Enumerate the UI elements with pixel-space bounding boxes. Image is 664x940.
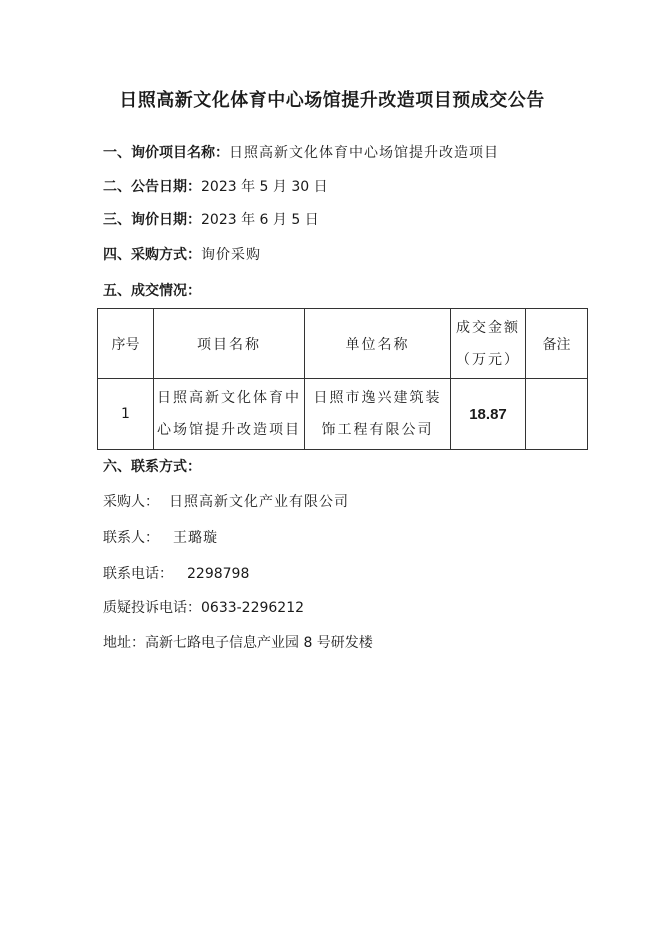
page-title: 日照高新文化体育中心场馆提升改造项目预成交公告 <box>119 90 545 111</box>
header-unit-name: 单位名称 <box>305 309 451 379</box>
section-label: 三、询价日期： <box>103 212 201 228</box>
header-amount-line2: （万元） <box>456 351 520 368</box>
cell-unit-name <box>305 379 451 450</box>
section-label: 二、公告日期： <box>103 179 201 195</box>
header-amount <box>451 309 526 379</box>
section-label: 四、采购方式： <box>103 247 201 263</box>
phone-value: 2298798 <box>187 566 250 582</box>
contact-address <box>103 633 373 653</box>
purchaser-value: 日照高新文化产业有限公司 <box>169 494 349 510</box>
complaint-value: 0633-2296212 <box>201 600 305 616</box>
contact-complaint-phone <box>103 598 304 618</box>
section-value: 2023 年 5 月 30 日 <box>201 179 328 195</box>
cell-unit-line2: 饰工程有限公司 <box>321 422 434 438</box>
person-label: 联系人： <box>103 530 159 546</box>
contact-heading-text: 六、联系方式： <box>103 459 201 475</box>
cell-project-line1: 日照高新文化体育中 <box>157 390 301 406</box>
complaint-label: 质疑投诉电话： <box>103 600 201 616</box>
section-value: 2023 年 6 月 5 日 <box>201 212 319 228</box>
cell-seq: 1 <box>98 379 154 450</box>
section-inquiry-date <box>103 210 319 230</box>
section-procurement-method <box>103 245 261 265</box>
table-header-row <box>98 309 588 379</box>
section-announce-date <box>103 177 328 197</box>
header-remark: 备注 <box>526 309 588 379</box>
deal-table <box>97 308 588 450</box>
address-label: 地址： <box>103 635 145 651</box>
cell-amount: 18.87 <box>451 379 526 450</box>
purchaser-label: 采购人： <box>103 494 159 510</box>
header-project-name: 项目名称 <box>154 309 305 379</box>
contact-person <box>103 528 218 548</box>
header-seq: 序号 <box>98 309 154 379</box>
cell-unit-line1: 日照市逸兴建筑装 <box>313 390 442 406</box>
table-row <box>98 379 588 450</box>
section-deal-status <box>103 281 201 301</box>
contact-heading <box>103 457 201 477</box>
phone-label: 联系电话： <box>103 566 173 582</box>
address-value: 高新七路电子信息产业园 8 号研发楼 <box>145 635 373 651</box>
section-project-name <box>103 143 499 163</box>
person-value: 王璐璇 <box>173 530 218 546</box>
contact-phone <box>103 564 249 584</box>
contact-purchaser <box>103 492 349 512</box>
section-label: 一、询价项目名称： <box>103 145 229 161</box>
cell-remark <box>526 379 588 450</box>
cell-project-line2: 心场馆提升改造项目 <box>157 422 301 438</box>
section-value: 询价采购 <box>201 247 261 263</box>
header-amount-line1: 成交金额 <box>456 319 520 336</box>
section-value: 日照高新文化体育中心场馆提升改造项目 <box>229 145 499 161</box>
cell-project-name <box>154 379 305 450</box>
section-label: 五、成交情况： <box>103 283 201 299</box>
